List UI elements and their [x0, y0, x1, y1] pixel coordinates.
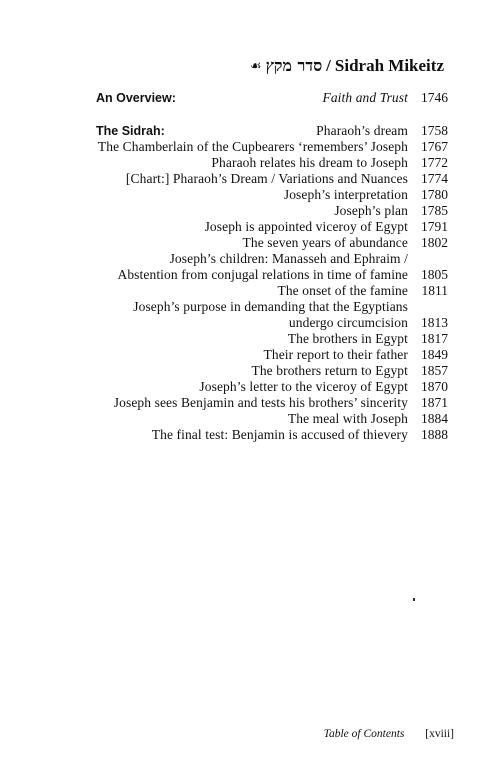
toc-entry-text: Joseph’s plan [334, 203, 408, 218]
sidrah-title-english: Sidrah Mikeitz [334, 56, 444, 75]
toc-entry-page: 1805 [421, 267, 448, 282]
leaf-ornament-icon: ☙ [249, 58, 262, 73]
toc-entry-page: 1849 [421, 347, 448, 362]
toc-entry-text: Joseph’s letter to the viceroy of Egypt [199, 379, 408, 394]
toc-entry-text: Joseph’s children: Manasseh and Ephraim / [169, 251, 408, 266]
toc-entry-text: undergo circumcision [288, 315, 408, 330]
sidrah-title-separator: / [326, 56, 331, 75]
toc-entry-page: 1870 [421, 379, 448, 394]
toc-entry-page: 1802 [421, 235, 448, 250]
overview-text: Faith and Trust [322, 90, 408, 105]
toc-entry-text: Joseph sees Benjamin and tests his brothers’ sincerity [113, 395, 408, 410]
toc-entry-text: The meal with Joseph [287, 411, 408, 426]
toc-entry-text: Pharaoh relates his dream to Joseph [211, 155, 408, 170]
toc-entry-page: 1857 [421, 363, 448, 378]
toc-entry-page: 1884 [421, 411, 448, 426]
toc-entry-text: The Chamberlain of the Cupbearers ‘remembers’ Joseph [97, 139, 408, 154]
toc-row-sidrah-19 [96, 425, 448, 445]
page-footer [324, 728, 454, 740]
footer-page-number: [xviii] [425, 728, 454, 740]
toc-entry-text: Joseph’s purpose in demanding that the Egyptians [133, 299, 408, 314]
toc-entry-text: The final test: Benjamin is accused of thievery [151, 427, 408, 442]
overview-page: 1746 [421, 90, 448, 105]
toc-entry-page: 1780 [421, 187, 448, 202]
toc-entry-text: The brothers return to Egypt [251, 363, 408, 378]
toc-entry-page: 1888 [421, 427, 448, 442]
toc-entry-text: Joseph is appointed viceroy of Egypt [204, 219, 408, 234]
toc-entry-text: The seven years of abundance [242, 235, 408, 250]
toc-row-overview [96, 88, 448, 108]
sidrah-title-hebrew: סדר מקץ [265, 56, 323, 75]
toc-entry-page: 1767 [421, 139, 448, 154]
sidrah-label: The Sidrah: [96, 124, 165, 138]
toc-entry-text: [Chart:] Pharaoh’s Dream / Variations and Nuances [125, 171, 408, 186]
overview-label: An Overview: [96, 91, 176, 105]
toc-entry-text: Abstention from conjugal relations in time of famine [117, 267, 408, 282]
toc-entry-text: Joseph’s interpretation [283, 187, 408, 202]
toc-entry-text: The brothers in Egypt [287, 331, 408, 346]
toc-entry-page: 1791 [421, 219, 448, 234]
footer-title: Table of Contents [323, 728, 405, 740]
toc-entry-text: Their report to their father [263, 347, 408, 362]
toc-entry-page: 1785 [421, 203, 448, 218]
toc-entry-page: 1813 [421, 315, 448, 330]
toc-entry-page: 1772 [421, 155, 448, 170]
toc-entry-text: Pharaoh’s dream [316, 123, 408, 138]
toc-entry-page: 1758 [421, 123, 448, 138]
toc-entry-page: 1811 [421, 283, 448, 298]
toc-entry-text: The onset of the famine [277, 283, 408, 298]
ink-speck [413, 598, 415, 601]
sidrah-title [250, 56, 444, 76]
toc-entry-page: 1774 [421, 171, 448, 186]
toc-entry-page: 1817 [421, 331, 448, 346]
toc-entry-page: 1871 [421, 395, 448, 410]
